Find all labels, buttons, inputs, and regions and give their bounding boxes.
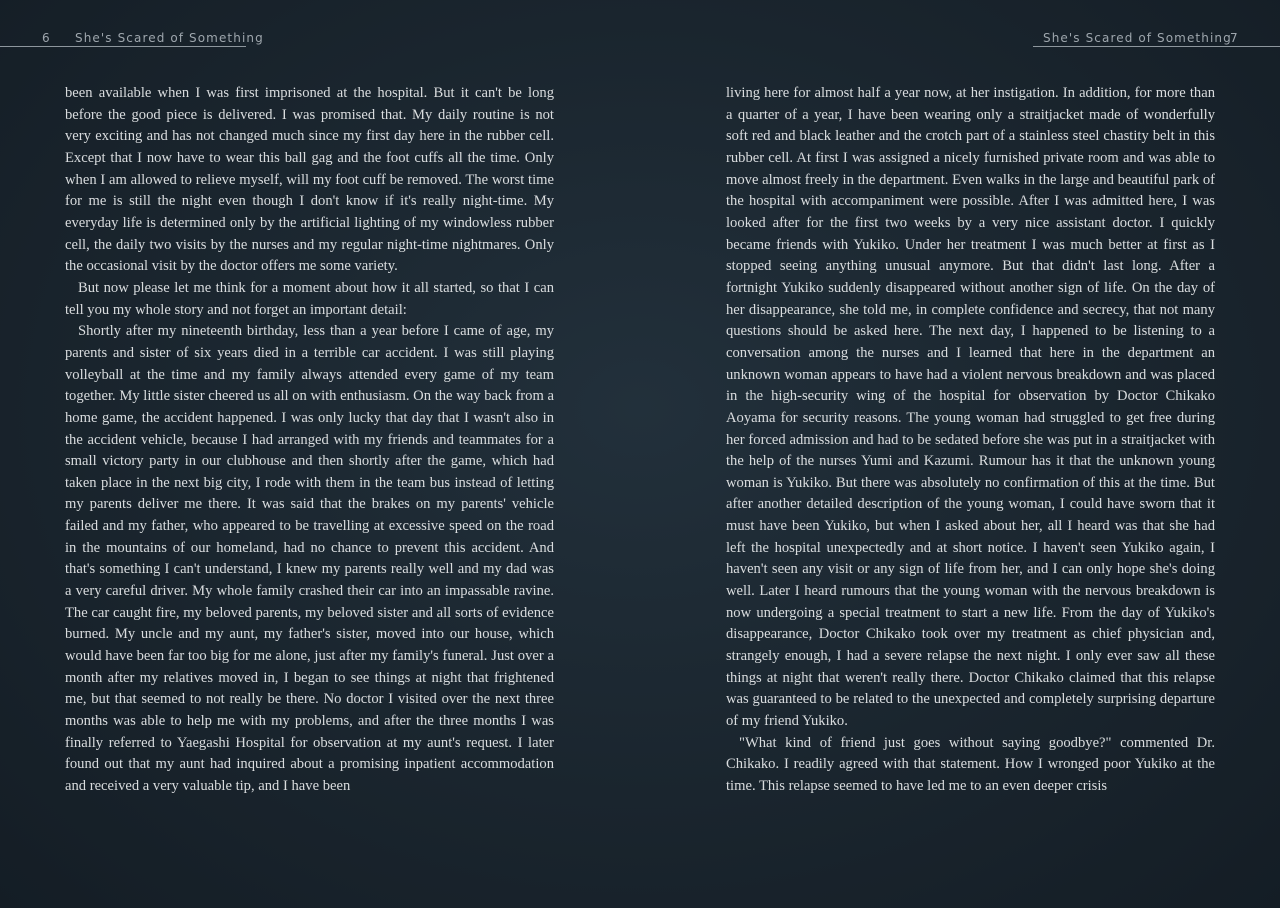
running-header-right bbox=[1033, 31, 1280, 47]
page-number: 6 bbox=[42, 31, 51, 45]
running-header-title: She's Scared of Something bbox=[1043, 31, 1232, 45]
running-header-left bbox=[0, 31, 264, 47]
header-rule bbox=[0, 46, 246, 47]
page-number: 7 bbox=[1230, 31, 1239, 45]
header-rule bbox=[1033, 46, 1280, 47]
paragraph: Shortly after my nineteenth birthday, less than a year before I came of age, my parents and sister of six years died in a terrible car accident. I was still playing volleyball at the time and my family always attended every game of my team together. My little sister cheered us all on with enthusiasm. On the way back from a home game, the accident happened. I was only lucky that day that I wasn't also in the accident vehicle, because I had arranged with my friends and teammates for a small victory party in our clubhouse and then shortly after the game, which had taken place in the next big city, I rode with them in the team bus instead of letting my parents deliver me there. It was said that the brakes on my parents' vehicle failed and my father, who appeared to be travelling at excessive speed on the road in the mountains of our homeland, had no chance to prevent this accident. And that's something I can't understand, I knew my parents really well and my dad was a very careful driver. My whole family crashed their car into an impassable ravine. The car caught fire, my beloved parents, my beloved sister and all sorts of evidence burned. My uncle and my aunt, my father's sister, moved into our house, which would have been far too big for me alone, just after my family's funeral. Just over a month after my relatives moved in, I began to see things at night that frightened me, but that seemed to not really be there. No doctor I visited over the next three months was able to help me with my problems, and after the three months I was finally referred to Yaegashi Hospital for observation at my aunt's request. I later found out that my aunt had inquired about a promising inpatient accommodation and received a very valuable tip, and I have been bbox=[65, 323, 554, 794]
running-header-title: She's Scared of Something bbox=[75, 31, 264, 45]
body-text-left bbox=[65, 83, 554, 798]
paragraph: living here for almost half a year now, at her instigation. In addition, for more than a quarter of a year, I have been wearing only a straitjacket made of wonderfully soft red and black leather and the crotch part of a stainless steel chastity belt in this rubber cell. At first I was assigned a nicely furnished private room and was able to move almost freely in the department. Even walks in the large and beautiful park of the hospital with accompaniment were possible. After I was admitted here, I was looked after for the first two weeks by a very nice assistant doctor. I quickly became friends with Yukiko. Under her treatment I was much better at first as I stopped seeing anything unusual anymore. But that didn't last long. After a fortnight Yukiko suddenly disappeared without another sign of life. On the day of her disappearance, she told me, in complete confidence and secrecy, that not many questions should be asked here. The next day, I happened to be listening to a conversation among the nurses and I learned that here in the department an unknown woman appears to have had a violent nervous breakdown and was placed in the high-security wing of the hospital for observation by Doctor Chikako Aoyama for security reasons. The young woman had struggled to get free during her forced admission and had to be sedated before she was put in a straitjacket with the help of the nurses Yumi and Kazumi. Rumour has it that the unknown young woman is Yukiko. But there was absolutely no confirmation of this at the time. But after another detailed description of the young woman, I could have sworn that it must have been Yukiko, but when I asked about her, all I heard was that she had left the hospital unexpectedly and at short notice. I haven't seen Yukiko again, I haven't seen any visit or any sign of life from her, and I can only hope she's doing well. Later I heard rumours that the young woman with the nervous breakdown is now undergoing a special treatment to start a new life. From the day of Yukiko's disappearance, Doctor Chikako took over my treatment as chief physician and, strangely enough, I had a severe relapse the next night. I only ever saw all these things at night that weren't really there. Doctor Chikako claimed that this relapse was guaranteed to be related to the unexpected and completely surprising departure of my friend Yukiko. bbox=[726, 85, 1215, 730]
body-text-right bbox=[726, 83, 1215, 798]
paragraph: "What kind of friend just goes without saying goodbye?" commented Dr. Chikako. I readily agreed with that statement. How I wronged poor Yukiko at the time. This relapse seemed to have led me to an even deeper crisis bbox=[726, 734, 1215, 794]
paragraph: been available when I was first imprisoned at the hospital. But it can't be long before the good piece is delivered. I was promised that. My daily routine is not very exciting and has not changed much since my first day here in the rubber cell. Except that I now have to wear this ball gag and the foot cuffs all the time. Only when I am allowed to relieve myself, will my foot cuff be removed. The worst time for me is still the night even though I don't know if it's really night-time. My everyday life is determined only by the artificial lighting of my windowless rubber cell, the daily two visits by the nurses and my regular night-time nightmares. Only the occasional visit by the doctor offers me some variety. bbox=[65, 85, 554, 275]
right-page bbox=[640, 0, 1280, 908]
paragraph: But now please let me think for a moment about how it all started, so that I can tell you my whole story and not forget an important detail: bbox=[65, 279, 554, 318]
